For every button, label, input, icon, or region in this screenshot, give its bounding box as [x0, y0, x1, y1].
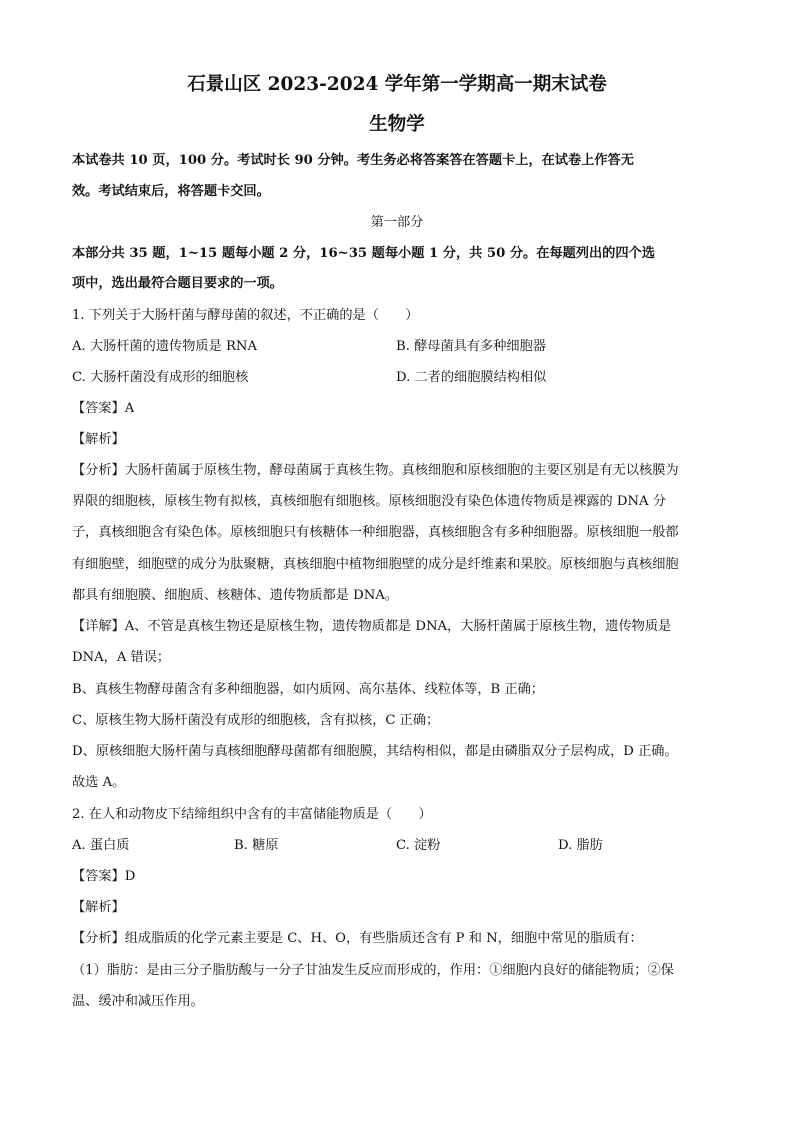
part-desc-2: 项中，选出最符合题目要求的一项。 — [72, 276, 283, 291]
q1-fenxi-line: 【分析】大肠杆菌属于原核生物，酵母菌属于真核生物。真核细胞和原核细胞的主要区别是有无以核膜为 — [72, 463, 679, 478]
q2-option-a: A. 蛋白质 — [72, 838, 130, 853]
q2-option-b: B. 糖原 — [234, 838, 279, 853]
subject-title: 生物学 — [369, 114, 425, 135]
q2-option-c: C. 淀粉 — [396, 838, 441, 853]
q1-detail-line: B、真核生物酵母菌含有多种细胞器，如内质网、高尔基体、线粒体等，B 正确； — [72, 682, 544, 697]
q1-detail-line: DNA，A 错误； — [72, 650, 171, 665]
q2-fenxi-line: 温、缓冲和减压作用。 — [72, 994, 204, 1009]
q1-detail-line: C、原核生物大肠杆菌没有成形的细胞核，含有拟核，C 正确； — [72, 713, 440, 728]
q2-option-d: D. 脂肪 — [558, 838, 603, 853]
q1-fenxi-line: 有细胞壁，细胞壁的成分为肽聚糖，真核细胞中植物细胞壁的成分是纤维素和果胶。原核细胞与真核细胞 — [72, 557, 679, 572]
q1-fenxi-line: 界限的细胞核，原核生物有拟核，真核细胞有细胞核。原核细胞没有染色体遗传物质是裸露的 DNA 分 — [72, 494, 666, 509]
part-desc-1: 本部分共 35 题，1~15 题每小题 2 分，16~35 题每小题 1 分，共 50 分。在每题列出的四个选 — [72, 246, 655, 261]
part-heading: 第一部分 — [370, 215, 424, 230]
exam-title: 石景山区 2023-2024 学年第一学期高一期末试卷 — [187, 74, 607, 95]
q1-option-d: D. 二者的细胞膜结构相似 — [396, 370, 547, 385]
q2-analysis-label: 【解析】 — [72, 900, 125, 915]
q1-option-a: A. 大肠杆菌的遗传物质是 RNA — [72, 339, 257, 354]
question-1-stem: 1. 下列关于大肠杆菌与酵母菌的叙述，不正确的是（ ） — [72, 308, 419, 323]
question-2-stem: 2. 在人和动物皮下结缔组织中含有的丰富储能物质是（ ） — [72, 807, 432, 822]
q2-fenxi-line: （1）脂肪：是由三分子脂肪酸与一分子甘油发生反应而形成的，作用：①细胞内良好的储能物质；②保 — [72, 963, 674, 978]
q1-option-b: B. 酵母菌具有多种细胞器 — [396, 339, 546, 354]
q2-answer: 【答案】D — [72, 869, 136, 884]
q1-detail-line: 故选 A。 — [72, 775, 126, 790]
q1-detail-line: D、原核细胞大肠杆菌与真核细胞酵母菌都有细胞膜，其结构相似，都是由磷脂双分子层构成，D 正确。 — [72, 744, 678, 759]
q2-fenxi-line: 【分析】组成脂质的化学元素主要是 C、H、O，有些脂质还含有 P 和 N，细胞中常见的脂质有： — [72, 931, 643, 946]
q1-analysis-label: 【解析】 — [72, 432, 125, 447]
q1-fenxi-line: 都具有细胞膜、细胞质、核糖体、遗传物质都是 DNA。 — [72, 588, 398, 603]
q1-option-c: C. 大肠杆菌没有成形的细胞核 — [72, 370, 249, 385]
intro-line-1: 本试卷共 10 页，100 分。考试时长 90 分钟。考生务必将答案答在答题卡上，在试卷上作答无 — [72, 153, 634, 168]
q1-answer: 【答案】A — [72, 401, 135, 416]
intro-line-2: 效。考试结束后，将答题卡交回。 — [72, 184, 270, 199]
q1-fenxi-line: 子，真核细胞含有染色体。原核细胞只有核糖体一种细胞器，真核细胞含有多种细胞器。原核细胞一般都 — [72, 525, 679, 540]
q1-detail-line: 【详解】A、不管是真核生物还是原核生物，遗传物质都是 DNA，大肠杆菌属于原核生物，遗传物质是 — [72, 619, 672, 634]
